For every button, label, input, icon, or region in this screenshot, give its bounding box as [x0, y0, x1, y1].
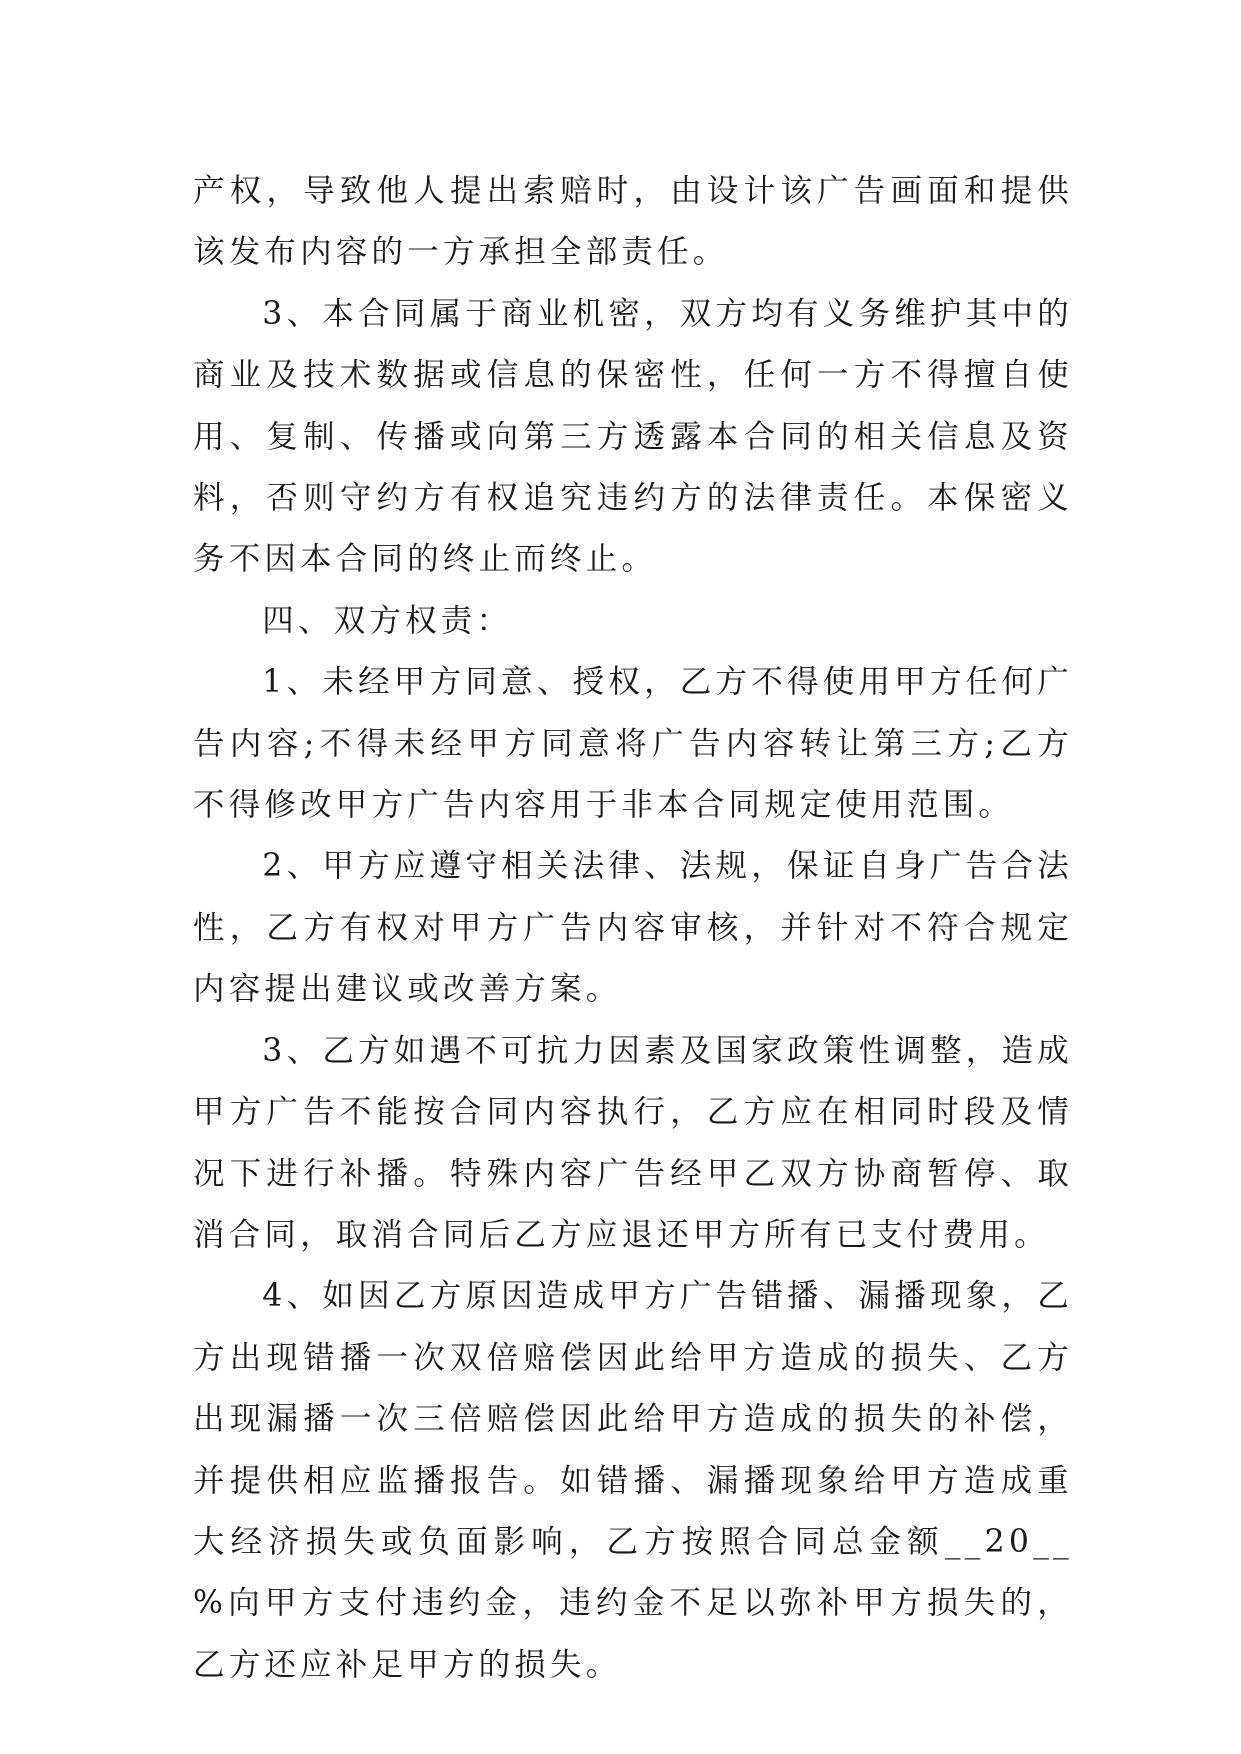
paragraph-clause-1: 1、未经甲方同意、授权，乙方不得使用甲方任何广告内容;不得未经甲方同意将广告内容转让第三方;乙方不得修改甲方广告内容用于非本合同规定使用范围。 [193, 664, 1073, 824]
paragraph-confidentiality: 3、本合同属于商业机密，双方均有义务维护其中的商业及技术数据或信息的保密性，任何一方不得擅自使用、复制、传播或向第三方透露本合同的相关信息及资料，否则守约方有权追究违约方的法律责任。本保密义务不因本合同的终止而终止。 [193, 295, 1073, 578]
paragraph-ip-liability: 产权，导致他人提出索赔时，由设计该广告画面和提供该发布内容的一方承担全部责任。 [193, 173, 1073, 271]
contract-body [193, 161, 1073, 1696]
paragraph-clause-2: 2、甲方应遵守相关法律、法规，保证自身广告合法性，乙方有权对甲方广告内容审核，并针对不符合规定内容提出建议或改善方案。 [193, 848, 1073, 1008]
paragraph-clause-4: 4、如因乙方原因造成甲方广告错播、漏播现象，乙方出现错播一次双倍赔偿因此给甲方造成的损失、乙方出现漏播一次三倍赔偿因此给甲方造成的损失的补偿，并提供相应监播报告。如错播、漏播现象给甲方造成重大经济损失或负面影响，乙方按照合同总金额__20__ %向甲方支付违约金，违约金不足以弥补甲方损失的，乙方还应补足甲方的损失。 [193, 1278, 1073, 1683]
section-heading-rights: 四、双方权责： [262, 602, 513, 639]
paragraph-clause-3: 3、乙方如遇不可抗力因素及国家政策性调整，造成甲方广告不能按合同内容执行，乙方应在相同时段及情况下进行补播。特殊内容广告经甲乙双方协商暂停、取消合同，取消合同后乙方应退还甲方所有已支付费用。 [193, 1032, 1073, 1253]
